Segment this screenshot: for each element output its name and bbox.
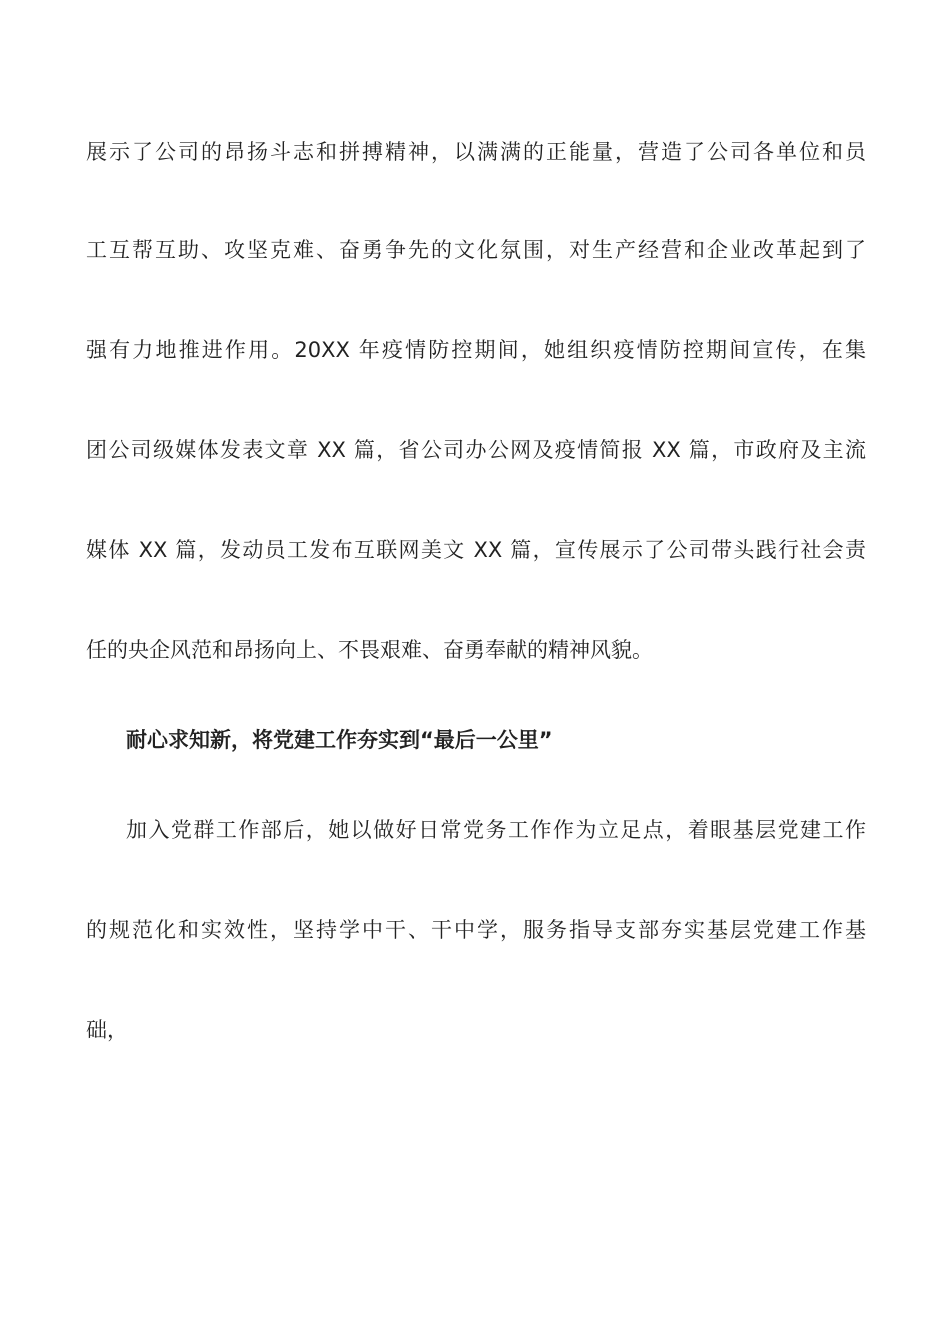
- paragraph-line: 媒体 XX 篇，发动员工发布互联网美文 XX 篇，宣传展示了公司带头践行社会责: [86, 538, 866, 562]
- paragraph-line: 础，: [86, 1018, 128, 1042]
- paragraph-line: 加入党群工作部后，她以做好日常党务工作作为立足点，着眼基层党建工作: [126, 818, 866, 842]
- paragraph-line: 的规范化和实效性，坚持学中干、干中学，服务指导支部夯实基层党建工作基: [86, 918, 866, 942]
- paragraph-line: 展示了公司的昂扬斗志和拼搏精神，以满满的正能量，营造了公司各单位和员: [86, 140, 866, 164]
- paragraph-line: 工互帮互助、攻坚克难、奋勇争先的文化氛围，对生产经营和企业改革起到了: [86, 238, 866, 262]
- paragraph-line: 团公司级媒体发表文章 XX 篇，省公司办公网及疫情简报 XX 篇，市政府及主流: [86, 438, 866, 462]
- paragraph-line: 强有力地推进作用。20XX 年疫情防控期间，她组织疫情防控期间宣传，在集: [86, 338, 866, 362]
- section-heading: 耐心求知新，将党建工作夯实到“最后一公里”: [126, 728, 553, 752]
- paragraph-line: 任的央企风范和昂扬向上、不畏艰难、奋勇奉献的精神风貌。: [86, 638, 653, 662]
